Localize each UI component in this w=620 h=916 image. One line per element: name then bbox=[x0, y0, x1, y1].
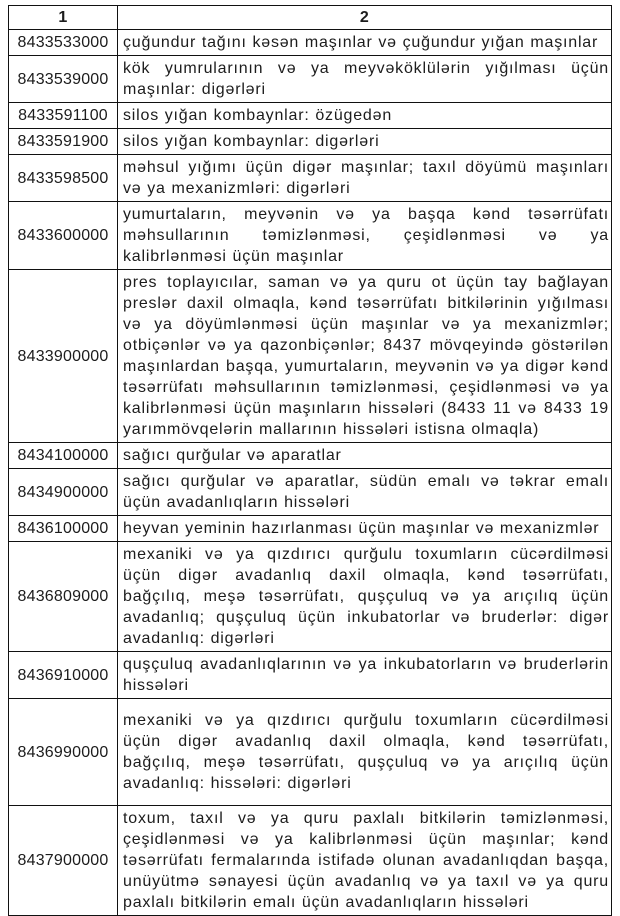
table-row bbox=[9, 516, 612, 542]
hs-code-cell: 8436100000 bbox=[9, 516, 118, 542]
table-row bbox=[9, 202, 612, 270]
description-cell: mexaniki və ya qızdırıcı qurğulu toxumların cücərdilməsi üçün digər avadanlıq daxil olmaqla, kənd təsərrüfatı, bağçılıq, meşə təsərrüfatı, quşçuluq və ya arıçılıq üçün avadanlıq: hissələri: digərləri bbox=[118, 699, 612, 806]
hs-code-cell: 8433533000 bbox=[9, 30, 118, 56]
description-cell: mexaniki və ya qızdırıcı qurğulu toxumların cücərdilməsi üçün digər avadanlıq daxil olmaqla, kənd təsərrüfatı, bağçılıq, meşə təsərrüfatı, quşçuluq və ya arıçılıq üçün avadanlıq; quşçuluq üçün inkubatorlar və bruderlər: digər avadanlıq: digərləri bbox=[118, 542, 612, 652]
description-cell: pres toplayıcılar, saman və ya quru ot üçün tay bağlayan preslər daxil olmaqla, kənd təsərrüfatı bitkilərinin yığılması və ya döyümlənməsi üçün maşınlar və ya mexanizmlər; otbiçənlər və ya qazonbiçənlər; 8437 mövqeyində göstərilən maşınlardan başqa, yumurtaların, meyvənin və ya digər kənd təsərrüfatı məhsullarının təmizlənməsi, çeşidlənməsi və ya kalibrlənməsi üçün maşınların hissələri (8433 11 və 8433 19 yarımmövqelərin mallarının hissələri istisna olmaqla) bbox=[118, 270, 612, 443]
hs-code-cell: 8436910000 bbox=[9, 652, 118, 699]
hs-code-cell: 8437900000 bbox=[9, 806, 118, 916]
hs-code-cell: 8433591900 bbox=[9, 129, 118, 155]
hs-code-cell: 8436809000 bbox=[9, 542, 118, 652]
description-cell: yumurtaların, meyvənin və ya başqa kənd təsərrüfatı məhsullarının təmizlənməsi, çeşidlənməsi və ya kalibrlənməsi üçün maşınlar bbox=[118, 202, 612, 270]
header-row bbox=[9, 6, 612, 30]
table-row bbox=[9, 270, 612, 443]
description-cell: kök yumrularının və ya meyvəköklülərin yığılması üçün maşınlar: digərləri bbox=[118, 56, 612, 103]
description-cell: çuğundur tağını kəsən maşınlar və çuğundur yığan maşınlar bbox=[118, 30, 612, 56]
table-row bbox=[9, 652, 612, 699]
hs-code-cell: 8433539000 bbox=[9, 56, 118, 103]
table-row bbox=[9, 155, 612, 202]
description-cell: quşçuluq avadanlıqlarının və ya inkubatorların və bruderlərin hissələri bbox=[118, 652, 612, 699]
table-row bbox=[9, 469, 612, 516]
tariff-code-table bbox=[8, 5, 612, 916]
hs-code-cell: 8433900000 bbox=[9, 270, 118, 443]
table-row bbox=[9, 699, 612, 806]
description-cell: sağıcı qurğular və aparatlar bbox=[118, 443, 612, 469]
description-cell: heyvan yeminin hazırlanması üçün maşınlar və mexanizmlər bbox=[118, 516, 612, 542]
table-row bbox=[9, 103, 612, 129]
hs-code-cell: 8433591100 bbox=[9, 103, 118, 129]
hs-code-cell: 8436990000 bbox=[9, 699, 118, 806]
hs-code-cell: 8433600000 bbox=[9, 202, 118, 270]
table-row bbox=[9, 56, 612, 103]
table-row bbox=[9, 129, 612, 155]
description-cell: məhsul yığımı üçün digər maşınlar; taxıl döyümü maşınları və ya mexanizmləri: digərləri bbox=[118, 155, 612, 202]
table-row bbox=[9, 542, 612, 652]
hs-code-cell: 8434900000 bbox=[9, 469, 118, 516]
description-cell: silos yığan kombaynlar: digərləri bbox=[118, 129, 612, 155]
column-header-description: 2 bbox=[118, 6, 612, 30]
table-row bbox=[9, 806, 612, 916]
table-row bbox=[9, 30, 612, 56]
description-cell: toxum, taxıl və ya quru paxlalı bitkilərin təmizlənməsi, çeşidlənməsi və ya kalibrlənməsi üçün maşınlar; kənd təsərrüfatı fermalarında istifadə olunan avadanlıqdan başqa, unüyütmə sənayesi üçün avadanlıq və ya taxıl və ya quru paxlalı bitkilərin emalı üçün avadanlıqların hissələri bbox=[118, 806, 612, 916]
description-cell: silos yığan kombaynlar: özügedən bbox=[118, 103, 612, 129]
hs-code-cell: 8434100000 bbox=[9, 443, 118, 469]
table-row bbox=[9, 443, 612, 469]
column-header-code: 1 bbox=[9, 6, 118, 30]
hs-code-cell: 8433598500 bbox=[9, 155, 118, 202]
description-cell: sağıcı qurğular və aparatlar, südün emalı və təkrar emalı üçün avadanlıqların hissələri bbox=[118, 469, 612, 516]
